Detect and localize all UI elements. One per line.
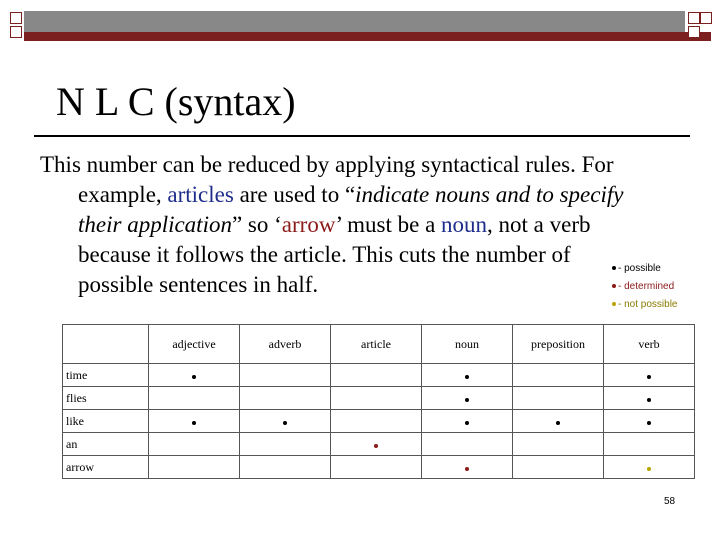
- mark-black: [647, 421, 651, 425]
- mark-black: [465, 421, 469, 425]
- mark-black: [465, 375, 469, 379]
- body-line-2: example, articles are used to “indicate nouns and to specify: [78, 182, 624, 207]
- table-cell: [240, 456, 331, 479]
- body-line-3: their application” so ‘arrow’ must be a noun, not a verb: [78, 212, 591, 237]
- table-cell: [604, 456, 695, 479]
- table-row: [63, 410, 695, 433]
- top-bar: [24, 11, 685, 32]
- table-row: [63, 387, 695, 410]
- table-cell: [240, 364, 331, 387]
- mark-black: [647, 375, 651, 379]
- table-cell: [513, 387, 604, 410]
- body-line-5: possible sentences in half.: [78, 272, 319, 297]
- table-cell: [149, 456, 240, 479]
- slide-title: N L C (syntax): [56, 79, 296, 124]
- table-cell: [422, 410, 513, 433]
- table-cell: [149, 410, 240, 433]
- articles-term: articles: [167, 182, 234, 207]
- mark-yellow: [647, 467, 651, 471]
- table-cell: [513, 456, 604, 479]
- mark-black: [647, 398, 651, 402]
- corner-square: [10, 12, 22, 24]
- table-cell: [331, 410, 422, 433]
- row-label: an: [63, 433, 149, 456]
- row-label: like: [63, 410, 149, 433]
- table-header: [63, 325, 149, 364]
- table-header-row: [63, 325, 695, 364]
- table-header: article: [331, 325, 422, 364]
- table-cell: [513, 410, 604, 433]
- corner-square: [700, 12, 712, 24]
- corner-square: [10, 26, 22, 38]
- table-header: verb: [604, 325, 695, 364]
- table-header: noun: [422, 325, 513, 364]
- noun-term: noun: [441, 212, 488, 237]
- bullet-icon: [612, 302, 616, 306]
- table-cell: [422, 433, 513, 456]
- table-header: adjective: [149, 325, 240, 364]
- table-cell: [240, 433, 331, 456]
- table-cell: [331, 387, 422, 410]
- parts-of-speech-table: [62, 324, 695, 479]
- table-cell: [240, 387, 331, 410]
- accent-bar: [24, 32, 711, 41]
- table-cell: [604, 364, 695, 387]
- table-cell: [422, 456, 513, 479]
- table-cell: [331, 456, 422, 479]
- title-divider: [34, 135, 690, 137]
- table-cell: [604, 387, 695, 410]
- corner-square: [688, 12, 700, 24]
- table-cell: [149, 387, 240, 410]
- table-header: adverb: [240, 325, 331, 364]
- corner-square: [688, 26, 700, 38]
- legend-determined: - determined: [612, 281, 674, 293]
- table-cell: [513, 364, 604, 387]
- table-cell: [422, 387, 513, 410]
- legend-not-possible: - not possible: [612, 299, 677, 311]
- body-line-1: This number can be reduced by applying syntactical rules. For: [40, 152, 614, 177]
- row-label: flies: [63, 387, 149, 410]
- table-cell: [331, 433, 422, 456]
- page-number: 58: [664, 496, 676, 507]
- table-header: preposition: [513, 325, 604, 364]
- bullet-icon: [612, 284, 616, 288]
- table-row: [63, 456, 695, 479]
- table-row: [63, 433, 695, 456]
- table-cell: [331, 364, 422, 387]
- arrow-term: arrow: [281, 212, 336, 237]
- mark-red: [465, 467, 469, 471]
- bullet-icon: [612, 266, 616, 270]
- mark-black: [556, 421, 560, 425]
- table-row: [63, 364, 695, 387]
- table-cell: [604, 433, 695, 456]
- table-cell: [422, 364, 513, 387]
- row-label: time: [63, 364, 149, 387]
- table-cell: [604, 410, 695, 433]
- table-cell: [149, 433, 240, 456]
- mark-black: [465, 398, 469, 402]
- mark-black: [283, 421, 287, 425]
- mark-black: [192, 375, 196, 379]
- legend-possible: - possible: [612, 263, 661, 275]
- row-label: arrow: [63, 456, 149, 479]
- table-cell: [149, 364, 240, 387]
- body-paragraph: [40, 150, 680, 300]
- table-body: [63, 364, 695, 479]
- body-line-4: because it follows the article. This cuts the number of: [78, 242, 571, 267]
- mark-black: [192, 421, 196, 425]
- table-cell: [240, 410, 331, 433]
- mark-red: [374, 444, 378, 448]
- table-cell: [513, 433, 604, 456]
